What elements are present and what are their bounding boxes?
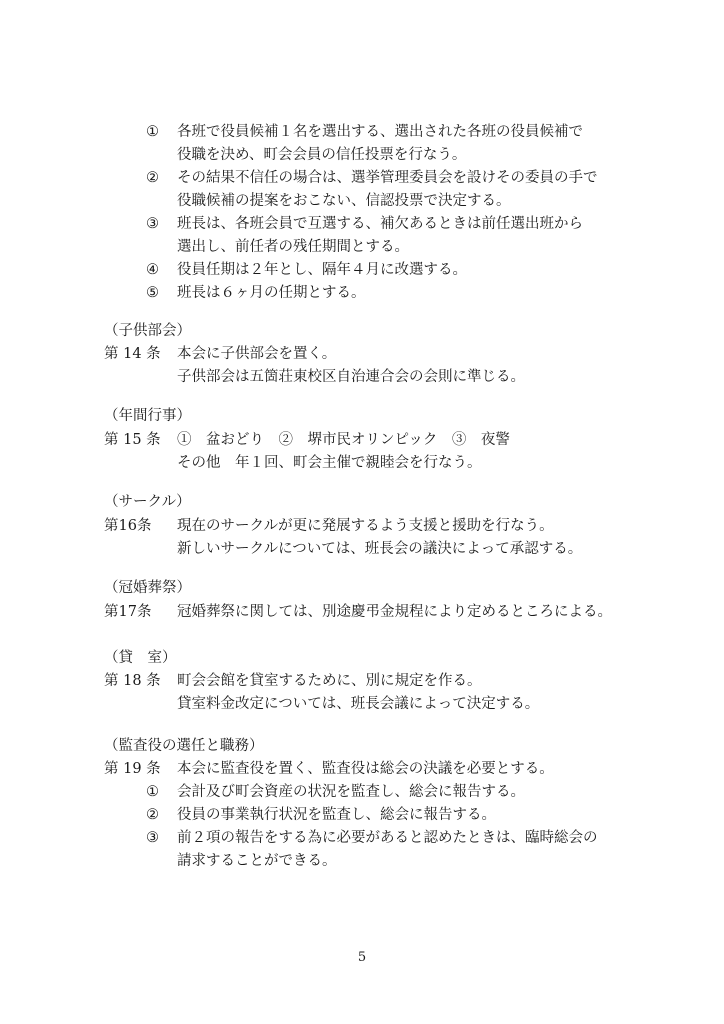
article-text: 本会に子供部会を置く。 xyxy=(177,346,337,362)
list-marker: ③ xyxy=(146,830,159,846)
list-item-text: 請求することができる。 xyxy=(177,853,337,869)
article-text: 本会に監査役を置く、監査役は総会の決議を必要とする。 xyxy=(177,761,554,777)
article-number: 第 19 条 xyxy=(104,761,161,777)
list-marker: ① xyxy=(146,124,159,140)
list-marker: ② xyxy=(146,807,159,823)
article-number: 第 18 条 xyxy=(104,673,161,689)
article-text: 現在のサークルが更に発展するよう支援と援助を行なう。 xyxy=(177,518,554,534)
article-text: 貸室料金改定については、班長会議によって決定する。 xyxy=(177,696,540,712)
list-item-text: 班長は、各班会員で互選する、補欠あるときは前任選出班から xyxy=(177,216,583,232)
article-text: 新しいサークルについては、班長会の議決によって承認する。 xyxy=(177,541,583,557)
section-heading: （貸 室） xyxy=(104,650,177,666)
article-number: 第 14 条 xyxy=(104,346,161,362)
list-marker: ② xyxy=(146,170,159,186)
list-marker: ④ xyxy=(146,262,159,278)
list-item-text: 班長は６ヶ月の任期とする。 xyxy=(177,285,366,301)
section-heading: （監査役の選任と職務） xyxy=(104,738,264,754)
list-marker: ⑤ xyxy=(146,285,159,301)
article-number: 第 15 条 xyxy=(104,432,161,448)
article-text: その他 年１回、町会主催で親睦会を行なう。 xyxy=(177,455,482,471)
list-item-text: 会計及び町会資産の状況を監査し、総会に報告する。 xyxy=(177,784,525,800)
list-item-text: 役員の事業執行状況を監査し、総会に報告する。 xyxy=(177,807,496,823)
article-number: 第16条 xyxy=(104,518,152,534)
list-item-text: 選出し、前任者の残任期間とする。 xyxy=(177,239,409,255)
section-heading: （冠婚葬祭） xyxy=(104,580,191,596)
section-heading: （年間行事） xyxy=(104,408,191,424)
section-heading: （サークル） xyxy=(104,494,191,510)
article-text: 子供部会は五箇荘東校区自治連合会の会則に準じる。 xyxy=(177,369,525,385)
list-item-text: 役職候補の提案をおこない、信認投票で決定する。 xyxy=(177,193,511,209)
list-item-text: 各班で役員候補１名を選出する、選出された各班の役員候補で xyxy=(177,124,583,140)
section-heading: （子供部会） xyxy=(104,323,191,339)
list-marker: ③ xyxy=(146,216,159,232)
page-number: 5 xyxy=(357,950,367,965)
list-item-text: 前２項の報告をする為に必要があると認めたときは、臨時総会の xyxy=(177,830,598,846)
article-text: ① 盆おどり ② 堺市民オリンピック ③ 夜警 xyxy=(177,432,510,448)
list-item-text: 役員任期は２年とし、隔年４月に改選する。 xyxy=(177,262,467,278)
article-text: 冠婚葬祭に関しては、別途慶弔金規程により定めるところによる。 xyxy=(177,604,612,620)
list-marker: ① xyxy=(146,784,159,800)
article-number: 第17条 xyxy=(104,604,152,620)
article-text: 町会会館を貸室するために、別に規定を作る。 xyxy=(177,673,482,689)
list-item-text: その結果不信任の場合は、選挙管理委員会を設けその委員の手で xyxy=(177,170,598,186)
list-item-text: 役職を決め、町会会員の信任投票を行なう。 xyxy=(177,147,467,163)
